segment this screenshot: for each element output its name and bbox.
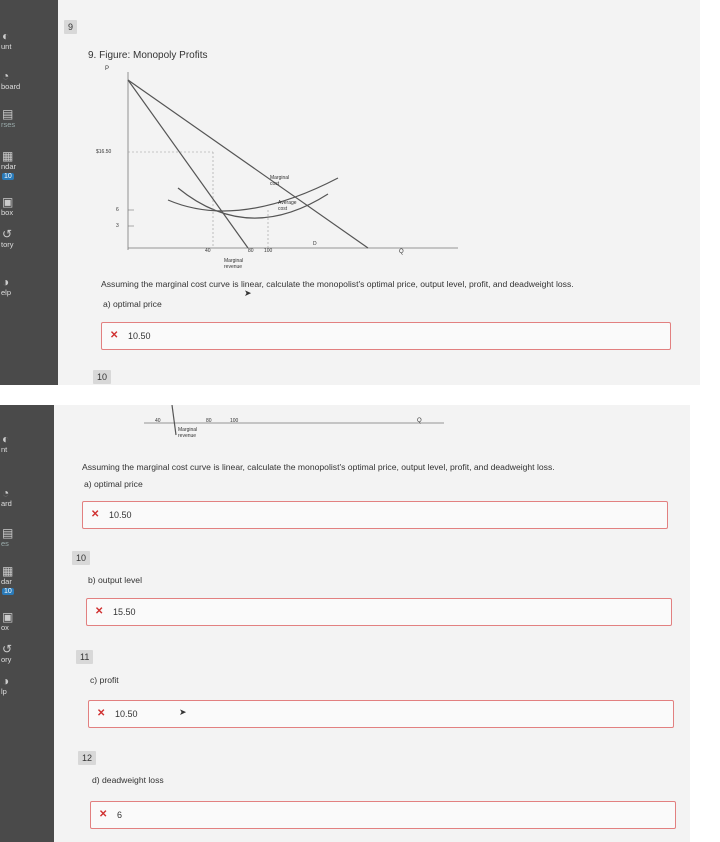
price-tick-label: $16.50	[96, 149, 112, 155]
nav-courses[interactable]	[0, 108, 58, 129]
part-d-answer-value: 6	[117, 810, 123, 820]
calendar-icon: ▦	[2, 149, 14, 163]
nav-label: ory	[1, 655, 12, 664]
part-a-answer-field[interactable]	[82, 501, 668, 529]
nav-label: box	[1, 208, 14, 217]
question-title: 9. Figure: Monopoly Profits	[88, 50, 208, 61]
axis-q-label: Q	[417, 418, 422, 424]
demand-label: D	[313, 241, 317, 247]
screenshot-bottom	[0, 405, 690, 842]
nav-label: es	[1, 539, 9, 548]
marginal-revenue-label-line2: revenue	[224, 264, 243, 270]
part-c-label: c) profit	[90, 675, 119, 685]
part-c-answer-field[interactable]	[88, 700, 674, 728]
nav-label: ndar	[1, 162, 17, 171]
nav-account[interactable]	[0, 30, 58, 51]
x-tick-40: 40	[155, 418, 161, 424]
part-a-answer-field[interactable]	[101, 322, 671, 350]
nav-label: elp	[1, 288, 12, 297]
question-number-12: 12	[78, 751, 96, 765]
courses-icon: ▤	[2, 107, 14, 121]
nav-inbox[interactable]	[0, 196, 58, 217]
nav-dashboard[interactable]	[0, 487, 54, 508]
part-a-label: a) optimal price	[84, 479, 143, 489]
part-b-answer-field[interactable]	[86, 598, 672, 626]
marginal-cost-label-line2: cost	[270, 181, 280, 187]
monopoly-profits-graph	[78, 60, 498, 265]
nav-courses[interactable]	[0, 527, 54, 548]
nav-history[interactable]	[0, 228, 58, 249]
nav-label: nt	[1, 445, 8, 454]
question-prompt: Assuming the marginal cost curve is linear, calculate the monopolist's optimal price, output level, profit, and deadweight loss.	[82, 462, 555, 472]
question-number-10: 10	[72, 551, 90, 565]
nav-label: lp	[1, 687, 7, 696]
next-question-number: 10	[93, 370, 111, 384]
x-tick-100: 100	[264, 248, 273, 254]
nav-dashboard[interactable]	[0, 70, 58, 91]
x-tick-80: 80	[248, 248, 254, 254]
help-icon: ◑	[2, 275, 10, 289]
question-card	[54, 405, 690, 842]
mouse-cursor-icon: ➤	[179, 707, 187, 717]
graph-fragment	[144, 405, 464, 445]
incorrect-x-icon: ✕	[110, 330, 119, 341]
dashboard-icon: ◔	[2, 486, 10, 500]
nav-label: dar	[1, 577, 12, 586]
part-b-answer-value: 15.50	[113, 607, 136, 617]
x-tick-40: 40	[205, 248, 211, 254]
question-number-11: 11	[76, 650, 93, 664]
part-a-answer-value: 10.50	[128, 331, 151, 341]
dashboard-icon: ◔	[2, 69, 10, 83]
history-icon: ↺	[2, 227, 13, 241]
axis-p-label: P	[105, 66, 110, 72]
tick-6-label: 6	[116, 207, 119, 213]
question-prompt: Assuming the marginal cost curve is linear, calculate the monopolist's optimal price, output level, profit, and deadweight loss.	[101, 279, 574, 289]
question-number: 9	[64, 20, 77, 34]
marginal-cost-label-line1: Marginal	[270, 175, 290, 181]
screenshot-top	[0, 0, 700, 385]
calendar-icon: ▦	[2, 564, 14, 578]
x-tick-80: 80	[206, 418, 212, 424]
axis-q-label: Q	[399, 249, 404, 255]
incorrect-x-icon: ✕	[95, 606, 104, 617]
nav-label: rses	[1, 120, 16, 129]
incorrect-x-icon: ✕	[97, 708, 106, 719]
average-cost-label-line1: Average	[278, 200, 297, 206]
nav-calendar[interactable]	[0, 565, 54, 595]
marginal-revenue-label-line2: revenue	[178, 433, 197, 439]
part-a-label: a) optimal price	[103, 299, 162, 309]
account-icon: ◐	[2, 29, 10, 43]
nav-label: ard	[1, 499, 12, 508]
marginal-revenue-label	[178, 427, 197, 439]
history-icon: ↺	[2, 642, 13, 656]
nav-label: ox	[1, 623, 9, 632]
calendar-badge: 10	[4, 173, 12, 180]
nav-account[interactable]	[0, 433, 54, 454]
part-d-label: d) deadweight loss	[92, 775, 164, 785]
marginal-revenue-label	[224, 258, 243, 270]
help-icon: ◑	[2, 674, 10, 688]
global-nav-sidebar	[0, 405, 54, 842]
question-card	[58, 0, 700, 385]
part-c-answer-value: 10.50	[115, 709, 138, 719]
tick-3-label: 3	[116, 223, 119, 229]
x-tick-100: 100	[230, 418, 239, 424]
nav-label: tory	[1, 240, 14, 249]
nav-label: board	[1, 82, 21, 91]
nav-help[interactable]	[0, 276, 58, 297]
nav-help[interactable]	[0, 675, 54, 696]
account-icon: ◐	[2, 432, 10, 446]
average-cost-label-line2: cost	[278, 206, 288, 212]
marginal-cost-label	[270, 175, 289, 187]
average-cost-label	[278, 200, 297, 212]
part-a-answer-value: 10.50	[109, 510, 132, 520]
incorrect-x-icon: ✕	[99, 809, 108, 820]
calendar-badge: 10	[4, 588, 12, 595]
global-nav-sidebar	[0, 0, 58, 385]
inbox-icon: ▣	[2, 610, 14, 624]
marginal-revenue-label-line1: Marginal	[178, 427, 198, 433]
nav-label: unt	[1, 42, 12, 51]
courses-icon: ▤	[2, 526, 14, 540]
nav-history[interactable]	[0, 643, 54, 664]
nav-inbox[interactable]	[0, 611, 54, 632]
part-b-label: b) output level	[88, 575, 142, 585]
nav-calendar[interactable]	[0, 150, 58, 180]
mouse-cursor-icon: ➤	[244, 288, 252, 298]
inbox-icon: ▣	[2, 195, 14, 209]
incorrect-x-icon: ✕	[91, 509, 100, 520]
part-d-answer-field[interactable]	[90, 801, 676, 829]
marginal-revenue-label-line1: Marginal	[224, 258, 244, 264]
